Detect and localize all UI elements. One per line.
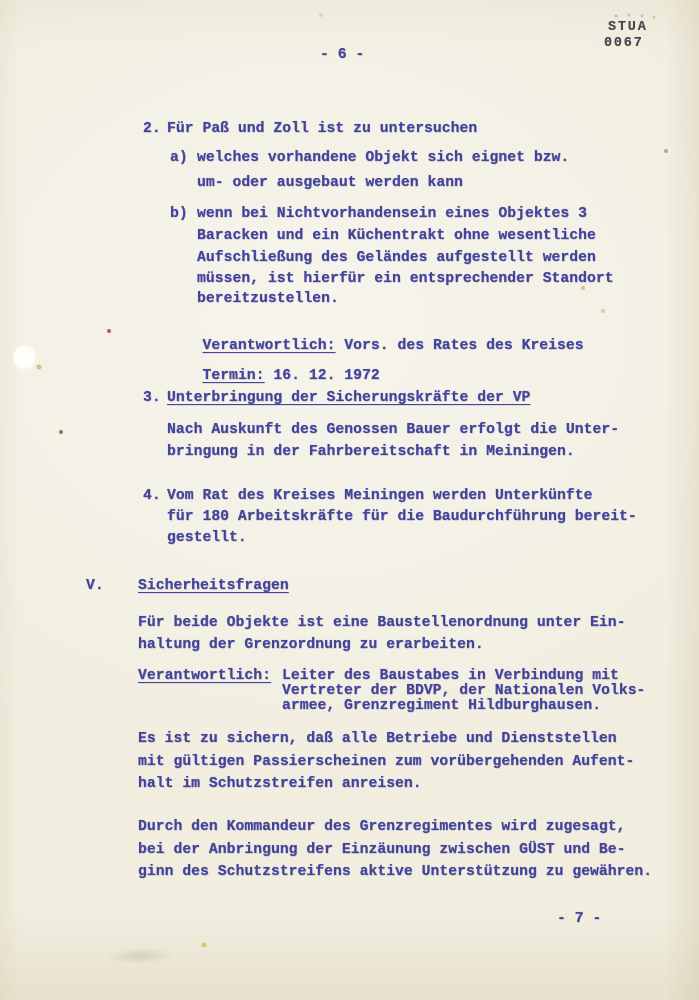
section-v-para3-line-3: ginn des Schutzstreifens aktive Unterstützung zu gewähren. [138, 864, 653, 880]
item-2b-line-4: müssen, ist hierfür ein entsprechender Standort [197, 271, 614, 287]
item-2b-label: b) [170, 206, 188, 222]
item-2a-line-2: um- oder ausgebaut werden kann [197, 175, 463, 191]
punch-hole [13, 345, 36, 371]
section-v-para2-line-2: mit gültigen Passierscheinen zum vorübergehenden Aufent- [138, 754, 635, 770]
item-2b-line-3: Aufschließung des Geländes aufgestellt werden [197, 250, 596, 266]
item-3-line-1: Nach Auskunft des Genossen Bauer erfolgt die Unter- [167, 422, 620, 438]
item-4-line-1: Vom Rat des Kreises Meiningen werden Unterkünfte [167, 488, 593, 504]
section-v-para1-line-1: Für beide Objekte ist eine Baustellenordnung unter Ein- [138, 615, 626, 631]
item-2-number: 2. [143, 121, 161, 137]
item-3-line-2: bringung in der Fahrbereitschaft in Meiningen. [167, 444, 575, 460]
section-v-responsible-label: Verantwortlich: [138, 668, 271, 684]
section-v-responsible-line-1: Leiter des Baustabes in Verbindung mit [282, 668, 619, 684]
section-v-para3-line-1: Durch den Kommandeur des Grenzregimentes wird zugesagt, [138, 819, 626, 835]
pencil-smudge [105, 947, 178, 966]
item-4-line-2: für 180 Arbeitskräfte für die Baudurchführung bereit- [167, 509, 637, 525]
item-2b-line-2: Baracken und ein Küchentrakt ohne wesentliche [197, 228, 596, 244]
section-v-heading: Sicherheitsfragen [138, 578, 289, 594]
section-v-para1-line-2: haltung der Grenzordnung zu erarbeiten. [138, 637, 484, 653]
section-v-para3-line-2: bei der Anbringung der Einzäunung zwischen GÜST und Be- [138, 842, 626, 858]
deadline-label: Termin: [202, 368, 265, 384]
item-4-number: 4. [143, 488, 161, 504]
item-4-line-3: gestellt. [167, 530, 247, 546]
stamp-line-2: 0067 [604, 36, 644, 51]
item-2b-line-5: bereitzustellen. [197, 291, 339, 307]
item-2a-label: a) [170, 150, 188, 166]
page-number-bottom: - 7 - [557, 911, 602, 927]
section-v-para2-line-3: halt im Schutzstreifen anreisen. [138, 776, 422, 792]
paper-specks [0, 0, 2, 2]
deadline-value: 16. 12. 1972 [264, 368, 380, 384]
section-v-responsible-line-2: Vertreter der BDVP, der Nationalen Volks- [282, 683, 646, 699]
item-3-heading: Unterbringung der Sicherungskräfte der VP [167, 390, 531, 406]
item-2b-line-1: wenn bei Nichtvorhandensein eines Objektes 3 [197, 206, 588, 222]
responsible-value: Vors. des Rates des Kreises [335, 338, 584, 354]
stamp-line-1: STUA [608, 20, 648, 35]
section-v-para2-line-1: Es ist zu sichern, daß alle Betriebe und Dienststellen [138, 731, 617, 747]
page-number-top: - 6 - [320, 47, 365, 63]
responsible-label: Verantwortlich: [202, 338, 336, 354]
item-3-number: 3. [143, 390, 161, 406]
stua-stamp [604, 20, 648, 52]
section-v-number: V. [86, 578, 104, 594]
item-2-title: Für Paß und Zoll ist zu untersuchen [167, 121, 478, 137]
item-2a-line-1: welches vorhandene Objekt sich eignet bzw. [197, 150, 570, 166]
section-v-responsible-line-3: armee, Grenzregiment Hildburghausen. [282, 698, 602, 714]
